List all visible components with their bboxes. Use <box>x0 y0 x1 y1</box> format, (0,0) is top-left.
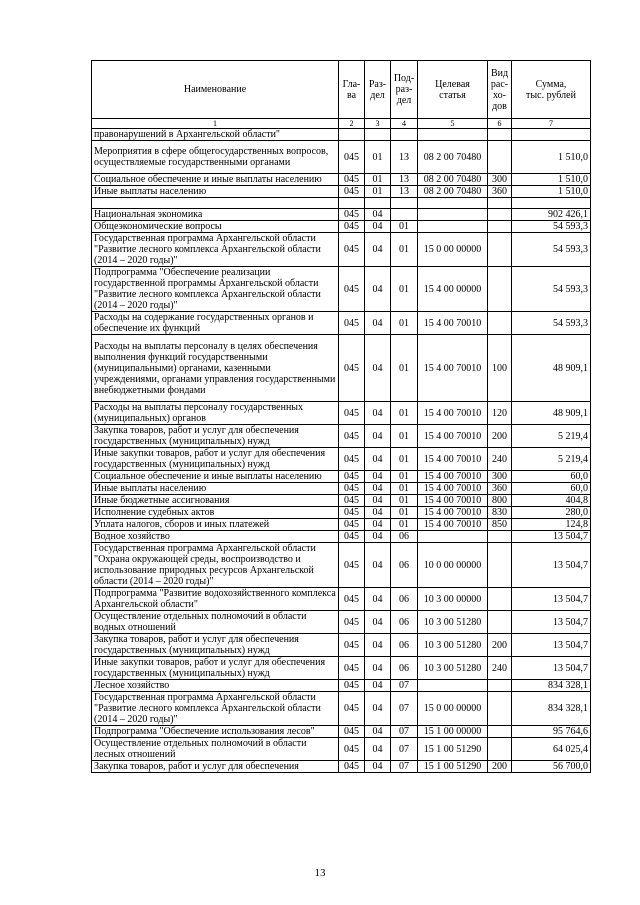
cell-glava: 045 <box>339 531 365 543</box>
cell-target: 15 4 00 70010 <box>418 402 488 425</box>
cell-target: 15 4 00 70010 <box>418 335 488 402</box>
cell-razdel: 01 <box>365 186 391 198</box>
cell-podrazdel <box>391 209 418 221</box>
cell-vid: 100 <box>488 335 512 402</box>
table-row <box>92 726 591 738</box>
cell-vid <box>488 267 512 312</box>
cell-name: Закупка товаров, работ и услуг для обеспечения государственных (муниципальных) нужд <box>92 634 339 657</box>
cell-podrazdel: 01 <box>391 221 418 233</box>
cell-razdel: 04 <box>365 543 391 588</box>
cell-vid <box>488 611 512 634</box>
table-row <box>92 186 591 198</box>
cell-glava: 045 <box>339 761 365 773</box>
cell-vid <box>488 312 512 335</box>
cell-sum: 5 219,4 <box>512 448 591 471</box>
cell-podrazdel: 06 <box>391 543 418 588</box>
cell-vid: 300 <box>488 471 512 483</box>
cell-podrazdel: 01 <box>391 312 418 335</box>
cell-target: 15 4 00 70010 <box>418 483 488 495</box>
cell-razdel: 04 <box>365 519 391 531</box>
cell-vid: 200 <box>488 425 512 448</box>
cell-glava: 045 <box>339 186 365 198</box>
cell-target <box>418 129 488 141</box>
cell-razdel: 04 <box>365 267 391 312</box>
cell-vid <box>488 692 512 726</box>
table-row <box>92 519 591 531</box>
column-number: 1 <box>92 119 339 129</box>
cell-glava: 045 <box>339 471 365 483</box>
cell-sum: 5 219,4 <box>512 425 591 448</box>
cell-name: правонарушений в Архангельской области" <box>92 129 339 141</box>
cell-name: Подпрограмма "Развитие водохозяйственного комплекса Архангельской области" <box>92 588 339 611</box>
cell-podrazdel <box>391 129 418 141</box>
cell-name: Расходы на содержание государственных органов и обеспечение их функций <box>92 312 339 335</box>
cell-razdel: 04 <box>365 657 391 680</box>
cell-glava: 045 <box>339 738 365 761</box>
cell-sum <box>512 129 591 141</box>
cell-vid <box>488 531 512 543</box>
cell-glava: 045 <box>339 448 365 471</box>
header-podrazdel: Под- раз- дел <box>391 61 418 119</box>
cell-podrazdel: 01 <box>391 233 418 267</box>
cell-sum: 1 510,0 <box>512 174 591 186</box>
cell-name: Иные закупки товаров, работ и услуг для обеспечения государственных (муниципальных) нужд <box>92 448 339 471</box>
cell-vid <box>488 198 512 209</box>
table-row <box>92 611 591 634</box>
table-row <box>92 141 591 174</box>
cell-target: 10 3 00 51280 <box>418 657 488 680</box>
cell-glava: 045 <box>339 209 365 221</box>
cell-glava: 045 <box>339 312 365 335</box>
cell-podrazdel: 06 <box>391 611 418 634</box>
cell-sum: 60,0 <box>512 483 591 495</box>
header-razdel: Раз- дел <box>365 61 391 119</box>
cell-target: 15 0 00 00000 <box>418 233 488 267</box>
cell-vid: 360 <box>488 186 512 198</box>
cell-sum: 1 510,0 <box>512 186 591 198</box>
cell-glava <box>339 198 365 209</box>
cell-glava: 045 <box>339 233 365 267</box>
cell-razdel: 04 <box>365 531 391 543</box>
cell-glava: 045 <box>339 611 365 634</box>
cell-sum: 902 426,1 <box>512 209 591 221</box>
cell-target: 15 4 00 70010 <box>418 507 488 519</box>
cell-target: 10 3 00 00000 <box>418 588 488 611</box>
table-row <box>92 335 591 402</box>
cell-vid: 850 <box>488 519 512 531</box>
cell-name: Социальное обеспечение и иные выплаты населению <box>92 471 339 483</box>
table-row <box>92 221 591 233</box>
table-row <box>92 425 591 448</box>
cell-name: Государственная программа Архангельской области "Развитие лесного комплекса Архангельской области (2014 – 2020 годы)" <box>92 233 339 267</box>
cell-vid <box>488 738 512 761</box>
cell-podrazdel: 01 <box>391 267 418 312</box>
table-row <box>92 483 591 495</box>
cell-razdel: 04 <box>365 402 391 425</box>
cell-vid <box>488 588 512 611</box>
cell-sum: 13 504,7 <box>512 611 591 634</box>
cell-name: Расходы на выплаты персоналу в целях обеспечения выполнения функций государственными (муниципальными) органами, казенными учреждениями, органами управления государственными внебюджетными фондами <box>92 335 339 402</box>
cell-razdel: 04 <box>365 692 391 726</box>
cell-podrazdel: 07 <box>391 738 418 761</box>
cell-name: Иные выплаты населению <box>92 483 339 495</box>
cell-razdel <box>365 129 391 141</box>
cell-target: 15 4 00 70010 <box>418 471 488 483</box>
cell-razdel: 04 <box>365 425 391 448</box>
table-body <box>92 129 591 773</box>
cell-sum: 48 909,1 <box>512 335 591 402</box>
cell-vid: 120 <box>488 402 512 425</box>
cell-razdel: 04 <box>365 448 391 471</box>
table-row <box>92 634 591 657</box>
cell-sum: 54 593,3 <box>512 312 591 335</box>
cell-vid: 240 <box>488 448 512 471</box>
cell-razdel: 04 <box>365 471 391 483</box>
cell-razdel: 04 <box>365 221 391 233</box>
page-number: 13 <box>314 867 326 879</box>
table-header <box>92 61 591 129</box>
cell-podrazdel: 07 <box>391 692 418 726</box>
cell-name: Осуществление отдельных полномочий в области лесных отношений <box>92 738 339 761</box>
cell-sum: 64 025,4 <box>512 738 591 761</box>
cell-target: 15 0 00 00000 <box>418 692 488 726</box>
cell-target: 15 1 00 51290 <box>418 738 488 761</box>
cell-sum: 834 328,1 <box>512 680 591 692</box>
column-number: 2 <box>339 119 365 129</box>
cell-podrazdel: 01 <box>391 495 418 507</box>
cell-sum: 54 593,3 <box>512 233 591 267</box>
cell-glava: 045 <box>339 402 365 425</box>
cell-target: 15 4 00 70010 <box>418 312 488 335</box>
cell-podrazdel: 01 <box>391 402 418 425</box>
header-glava: Гла- ва <box>339 61 365 119</box>
cell-glava: 045 <box>339 495 365 507</box>
cell-target: 15 1 00 00000 <box>418 726 488 738</box>
column-number-row <box>92 119 591 129</box>
cell-glava: 045 <box>339 543 365 588</box>
cell-sum: 54 593,3 <box>512 221 591 233</box>
cell-razdel: 04 <box>365 335 391 402</box>
cell-razdel: 01 <box>365 141 391 174</box>
cell-sum: 13 504,7 <box>512 588 591 611</box>
cell-name: Исполнение судебных актов <box>92 507 339 519</box>
header-row <box>92 61 591 119</box>
column-number: 7 <box>512 119 591 129</box>
table-row <box>92 657 591 680</box>
cell-vid <box>488 680 512 692</box>
cell-glava: 045 <box>339 174 365 186</box>
cell-vid: 830 <box>488 507 512 519</box>
cell-glava: 045 <box>339 335 365 402</box>
cell-name: Расходы на выплаты персоналу государственных (муниципальных) органов <box>92 402 339 425</box>
cell-razdel: 04 <box>365 738 391 761</box>
cell-vid <box>488 726 512 738</box>
table-row <box>92 402 591 425</box>
cell-name: Закупка товаров, работ и услуг для обеспечения <box>92 761 339 773</box>
cell-target: 15 4 00 00000 <box>418 267 488 312</box>
cell-sum <box>512 198 591 209</box>
cell-podrazdel: 01 <box>391 507 418 519</box>
cell-sum: 56 700,0 <box>512 761 591 773</box>
cell-target: 10 3 00 51280 <box>418 634 488 657</box>
table-row <box>92 209 591 221</box>
cell-name: Социальное обеспечение и иные выплаты населению <box>92 174 339 186</box>
cell-target <box>418 680 488 692</box>
cell-glava: 045 <box>339 221 365 233</box>
cell-sum: 1 510,0 <box>512 141 591 174</box>
cell-podrazdel: 06 <box>391 531 418 543</box>
table-row <box>92 680 591 692</box>
cell-name: Общеэкономические вопросы <box>92 221 339 233</box>
table-row <box>92 233 591 267</box>
cell-razdel: 04 <box>365 611 391 634</box>
cell-target: 15 4 00 70010 <box>418 448 488 471</box>
cell-vid <box>488 209 512 221</box>
cell-target: 15 4 00 70010 <box>418 495 488 507</box>
cell-sum: 13 504,7 <box>512 531 591 543</box>
cell-razdel: 04 <box>365 312 391 335</box>
cell-name: Закупка товаров, работ и услуг для обеспечения государственных (муниципальных) нужд <box>92 425 339 448</box>
cell-sum: 95 764,6 <box>512 726 591 738</box>
cell-name <box>92 198 339 209</box>
table-row <box>92 312 591 335</box>
cell-name: Мероприятия в сфере общегосударственных вопросов, осуществляемые государственными органами <box>92 141 339 174</box>
table-row <box>92 738 591 761</box>
cell-glava: 045 <box>339 657 365 680</box>
cell-target: 08 2 00 70480 <box>418 174 488 186</box>
cell-name: Иные закупки товаров, работ и услуг для обеспечения государственных (муниципальных) нужд <box>92 657 339 680</box>
cell-razdel: 04 <box>365 233 391 267</box>
cell-podrazdel: 01 <box>391 471 418 483</box>
cell-target: 15 1 00 51290 <box>418 761 488 773</box>
cell-podrazdel: 13 <box>391 174 418 186</box>
table-row <box>92 198 591 209</box>
cell-podrazdel <box>391 198 418 209</box>
cell-target <box>418 221 488 233</box>
cell-sum: 834 328,1 <box>512 692 591 726</box>
table-row <box>92 267 591 312</box>
cell-razdel: 04 <box>365 634 391 657</box>
cell-podrazdel: 13 <box>391 186 418 198</box>
cell-razdel: 04 <box>365 507 391 519</box>
cell-vid <box>488 221 512 233</box>
cell-sum: 280,0 <box>512 507 591 519</box>
header-sum: Сумма, тыс. рублей <box>512 61 591 119</box>
cell-name: Национальная экономика <box>92 209 339 221</box>
table-row <box>92 543 591 588</box>
column-number: 3 <box>365 119 391 129</box>
cell-razdel: 04 <box>365 680 391 692</box>
cell-vid <box>488 233 512 267</box>
cell-target <box>418 209 488 221</box>
cell-sum: 60,0 <box>512 471 591 483</box>
cell-podrazdel: 01 <box>391 519 418 531</box>
cell-glava: 045 <box>339 507 365 519</box>
cell-podrazdel: 07 <box>391 761 418 773</box>
cell-sum: 124,8 <box>512 519 591 531</box>
cell-name: Государственная программа Архангельской области "Развитие лесного комплекса Архангельской области (2014 – 2020 годы)" <box>92 692 339 726</box>
cell-name: Осуществление отдельных полномочий в области водных отношений <box>92 611 339 634</box>
cell-podrazdel: 01 <box>391 335 418 402</box>
cell-vid: 800 <box>488 495 512 507</box>
cell-vid <box>488 141 512 174</box>
cell-vid <box>488 543 512 588</box>
cell-sum: 48 909,1 <box>512 402 591 425</box>
cell-glava: 045 <box>339 267 365 312</box>
cell-sum: 404,8 <box>512 495 591 507</box>
table-row <box>92 761 591 773</box>
cell-vid: 300 <box>488 174 512 186</box>
cell-name: Иные бюджетные ассигнования <box>92 495 339 507</box>
cell-name: Лесное хозяйство <box>92 680 339 692</box>
cell-podrazdel: 06 <box>391 588 418 611</box>
cell-vid: 200 <box>488 634 512 657</box>
table-row <box>92 531 591 543</box>
cell-target: 10 0 00 00000 <box>418 543 488 588</box>
cell-razdel: 04 <box>365 483 391 495</box>
column-number: 4 <box>391 119 418 129</box>
cell-target: 10 3 00 51280 <box>418 611 488 634</box>
table-row <box>92 588 591 611</box>
cell-name: Иные выплаты населению <box>92 186 339 198</box>
cell-podrazdel: 06 <box>391 634 418 657</box>
cell-sum: 13 504,7 <box>512 634 591 657</box>
table-row <box>92 507 591 519</box>
cell-glava: 045 <box>339 726 365 738</box>
cell-glava: 045 <box>339 519 365 531</box>
cell-name: Уплата налогов, сборов и иных платежей <box>92 519 339 531</box>
cell-glava: 045 <box>339 680 365 692</box>
cell-sum: 13 504,7 <box>512 657 591 680</box>
cell-razdel: 04 <box>365 588 391 611</box>
cell-podrazdel: 07 <box>391 726 418 738</box>
table-row <box>92 495 591 507</box>
table-row <box>92 448 591 471</box>
table-row <box>92 471 591 483</box>
table-row <box>92 129 591 141</box>
cell-glava: 045 <box>339 634 365 657</box>
cell-podrazdel: 07 <box>391 680 418 692</box>
cell-razdel: 04 <box>365 209 391 221</box>
cell-razdel: 04 <box>365 495 391 507</box>
cell-glava: 045 <box>339 588 365 611</box>
column-number: 5 <box>418 119 488 129</box>
cell-target <box>418 531 488 543</box>
cell-podrazdel: 01 <box>391 448 418 471</box>
cell-glava <box>339 129 365 141</box>
header-target: Целевая статья <box>418 61 488 119</box>
cell-razdel: 04 <box>365 726 391 738</box>
cell-name: Подпрограмма "Обеспечение реализации государственной программы Архангельской области "Развитие лесного комплекса Архангельской области (2014 – 2020 годы)" <box>92 267 339 312</box>
table-row <box>92 174 591 186</box>
cell-vid: 240 <box>488 657 512 680</box>
cell-vid: 360 <box>488 483 512 495</box>
cell-podrazdel: 06 <box>391 657 418 680</box>
column-number: 6 <box>488 119 512 129</box>
cell-sum: 54 593,3 <box>512 267 591 312</box>
cell-podrazdel: 13 <box>391 141 418 174</box>
cell-razdel <box>365 198 391 209</box>
header-name: Наименование <box>92 61 339 119</box>
cell-glava: 045 <box>339 425 365 448</box>
cell-podrazdel: 01 <box>391 425 418 448</box>
cell-sum: 13 504,7 <box>512 543 591 588</box>
cell-target: 08 2 00 70480 <box>418 186 488 198</box>
cell-name: Подпрограмма "Обеспечение использования лесов" <box>92 726 339 738</box>
cell-target <box>418 198 488 209</box>
cell-target: 15 4 00 70010 <box>418 519 488 531</box>
cell-glava: 045 <box>339 141 365 174</box>
cell-name: Государственная программа Архангельской области "Охрана окружающей среды, воспроизводство и использование природных ресурсов Архангельской области (2014 – 2020 годы)" <box>92 543 339 588</box>
cell-razdel: 04 <box>365 761 391 773</box>
header-vid: Вид рас- хо- дов <box>488 61 512 119</box>
cell-vid: 200 <box>488 761 512 773</box>
cell-razdel: 01 <box>365 174 391 186</box>
cell-target: 15 4 00 70010 <box>418 425 488 448</box>
cell-target: 08 2 00 70480 <box>418 141 488 174</box>
cell-vid <box>488 129 512 141</box>
cell-podrazdel: 01 <box>391 483 418 495</box>
cell-glava: 045 <box>339 483 365 495</box>
cell-glava: 045 <box>339 692 365 726</box>
table-row <box>92 692 591 726</box>
budget-table <box>91 60 591 773</box>
cell-name: Водное хозяйство <box>92 531 339 543</box>
